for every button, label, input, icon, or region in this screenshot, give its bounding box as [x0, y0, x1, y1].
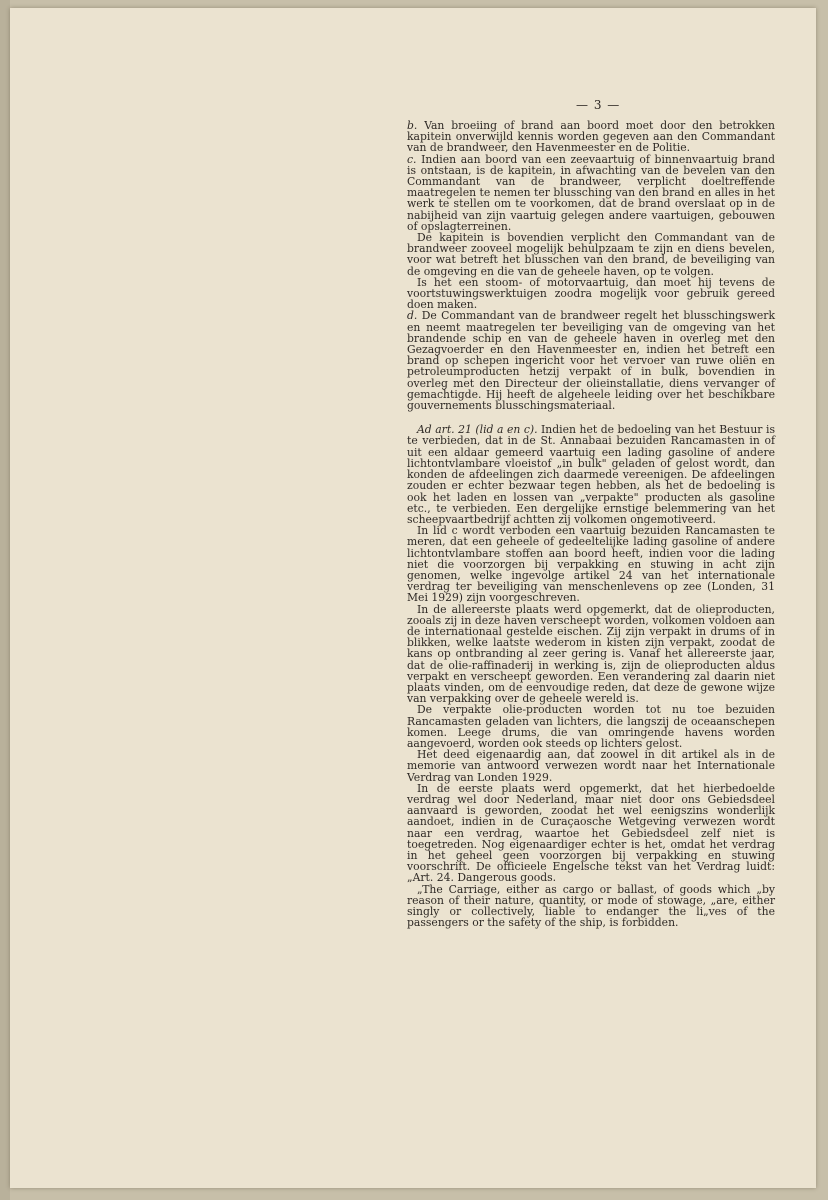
paragraph-kapitein: De kapitein is bovendien verplicht den Commandant van de brandweer zooveel mogelijk behulpzaam te zijn en diens bevelen, voor wat betreft het blusschen van den brand, de beveiliging van de omgeving en die van de geheele haven, op te volgen. — [407, 231, 775, 278]
paragraph-stoomvaartuig: Is het een stoom- of motorvaartuig, dan moet hij tevens de voortstuwingswerktuigen zoodra mogelijk voor gebruik gereed doen maken. — [407, 275, 775, 312]
paragraph-ad-art-21 — [407, 424, 775, 525]
document-page — [10, 8, 816, 1188]
paragraph-c — [407, 154, 775, 232]
scan-edge — [0, 0, 10, 1200]
article-text-column — [407, 120, 775, 928]
paragraph-lid-c: In lid c wordt verboden een vaartuig bezuiden Rancamasten te meren, dat een geheele of gedeeltelijke lading gasoline of andere lichtontvlambare stoffen aan boord heeft, indien voor die lading niet die voorzorgen bij verpakking en stuwing in acht zijn genomen, welke ingevolge artikel 24 van het internationale verdrag ter beveiliging van menschenlevens op zee (Londen, 31 Mei 1929) zijn voorgeschreven. — [407, 524, 775, 605]
article-reference: Ad art. 21 (lid a en c). — [417, 423, 538, 437]
paragraph-label: d. — [407, 309, 418, 323]
paragraph-d — [407, 310, 775, 411]
page-number: — 3 — — [576, 98, 621, 112]
paragraph-lichters: De verpakte olie-producten worden tot nu toe bezuiden Rancamasten geladen van lichters, die langszij de oceaanschepen komen. Leege drums, die van omringende havens worden aangevoerd, worden ook steeds op lichters gelost. — [407, 703, 775, 750]
paragraph-text: Indien aan boord van een zeevaartuig of binnenvaartuig brand is ontstaan, is de kapitein, in afwachting van de bevelen van den Commandant van de brandweer, verplicht doeltreffende maatregelen te nemen ter blussching van den brand en alles in het werk te stellen om te voorkomen, dat de brand overslaat op in de nabijheid van zijn vaartuig gelegen andere vaartuigen, gebouwen of opslagterreinen. — [407, 152, 775, 233]
paragraph-label: c. — [407, 152, 417, 166]
paragraph-b — [407, 120, 775, 154]
paragraph-memorie: Het deed eigenaardig aan, dat zoowel in dit artikel als in de memorie van antwoord verwezen wordt naar het Internationale Verdrag van Londen 1929. — [407, 748, 775, 784]
paragraph-text: Indien het de bedoeling van het Bestuur is te verbieden, dat in de St. Annabaai bezuiden Rancamasten in of uit een aldaar gemeerd vaartuig een lading gasoline of andere lichtontvlambare vloeistof „in bulk" geladen of gelost wordt, dan konden de afdeelingen zich daarmede vereenigen. De afdeelingen zouden er echter bezwaar tegen hebben, als het de bedoeling is ook het laden en lossen van „verpakte" producten als gasoline etc., te verbieden. Een dergelijke ernstige belemmering van het scheepvaartbedrijf achtten zij volkomen ongemotiveerd. — [407, 423, 775, 526]
paragraph-text: Van broeiing of brand aan boord moet door den betrokken kapitein onverwijld kennis worden gegeven aan den Commandant van de brandweer, den Havenmeester en de Politie. — [407, 119, 775, 155]
paragraph-text: De Commandant van de brandweer regelt het blusschingswerk en neemt maatregelen ter beveiliging van de omgeving van het brandende schip en van de geheele haven in overleg met den Gezagvoerder en den Havenmeester en, indien het betreft een brand op schepen ingericht voor het vervoer van ruwe oliën en petroleumproducten hetzij verpakt of in bulk, bovendien in overleg met den Directeur der olieinstallatie, diens vervanger of gemachtigde. Hij heeft de algeheele leiding over het beschikbare gouvernements blusschingsmateriaal. — [407, 309, 775, 413]
paragraph-english-quote: „The Carriage, either as cargo or ballast, of goods which „by reason of their nature, quantity, or mode of stowage, „are, either singly or collectively, liable to endanger the li„ves of the passengers or the safety of the ship, is forbidden. — [407, 882, 775, 930]
paragraph-verdrag: In de eerste plaats werd opgemerkt, dat het hierbedoelde verdrag wel door Nederland, maar niet door ons Gebiedsdeel aanvaard is geworden, zoodat het wel eenigszins wonderlijk aandoet, indien in de Curaçaosche Wetgeving verwezen wordt naar een verdrag, waartoe het Gebiedsdeel zelf niet is toegetreden. Nog eigenaardiger echter is het, omdat het verdrag in het geheel geen voorzorgen bij verpakking en stuwing voorschrift. De officieele Engelsche tekst van het Verdrag luidt: „Art. 24. Dangerous goods. — [407, 781, 775, 885]
paragraph-label: b. — [407, 119, 418, 132]
paragraph-olieproducten: In de allereerste plaats werd opgemerkt, dat de olieproducten, zooals zij in deze haven verscheept worden, volkomen voldoen aan de internationaal gestelde eischen. Zij zijn verpakt in drums of in blikken, welke laatste wederom in kisten zijn verpakt, zoodat de kans op ontbranding al zeer gering is. Vanaf het allereerste jaar, dat de olie-raffinaderij in werking is, zijn de olieproducten aldus verpakt en verscheept geworden. Een verandering zal daarin niet plaats vinden, om de eenvoudige reden, dat deze de gewone wijze van verpakking over de geheele wereld is. — [407, 602, 775, 706]
